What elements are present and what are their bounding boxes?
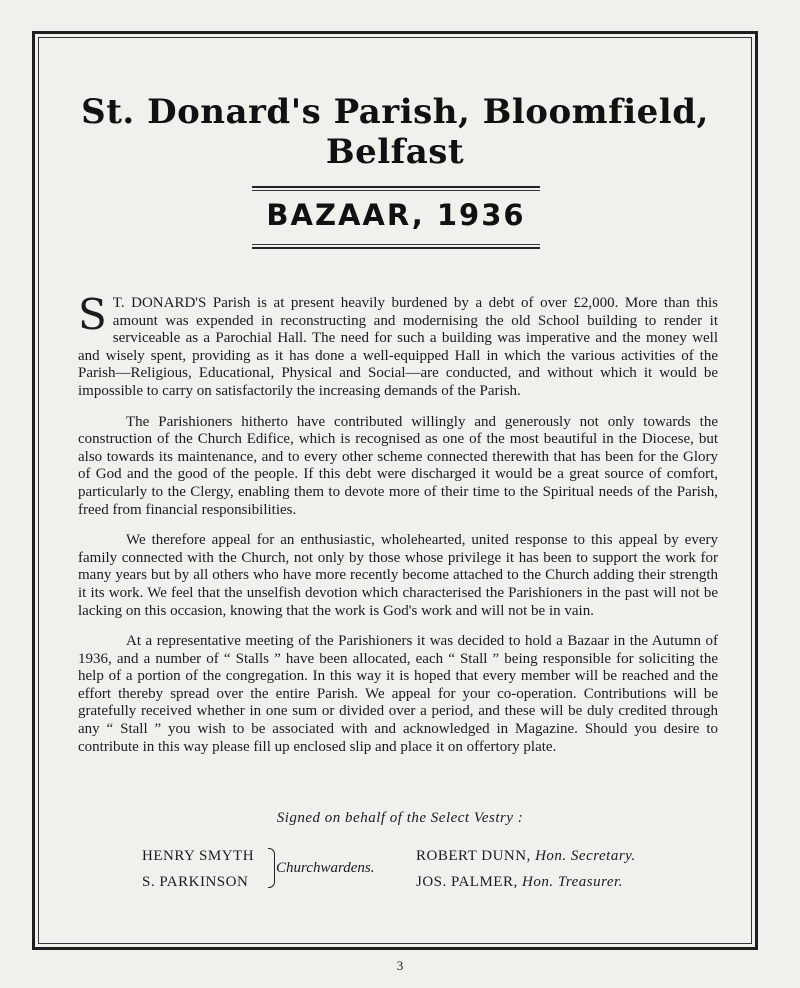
churchwarden-1: HENRY SMYTH [142, 848, 255, 864]
secretary-role: Hon. Secretary. [535, 848, 636, 864]
page-number: 3 [396, 958, 404, 973]
paragraph-3: We therefore appeal for an enthusiastic, wholehearted, united response to this appeal by every family connected with the Church, not only by those whose privilege it has been to support the work for many years but by all others who have more recently become attached to the Church adding their strength it its work. We feel that the unselfish devotion which characterised the Parishioners in the past will not be lacking on this occasion, knowing that the work is God's work and will not be in vain. [78, 532, 718, 619]
paragraph-1 [78, 290, 718, 401]
appeal-text [78, 290, 718, 769]
rule-top-2 [252, 190, 540, 191]
signed-on-behalf: Signed on behalf of the Select Vestry : [276, 810, 524, 826]
drop-cap: S [78, 290, 107, 339]
brace [268, 848, 275, 888]
churchwardens-label: Churchwardens. [276, 860, 375, 876]
secretary-name: ROBERT DUNN, [416, 848, 531, 864]
treasurer-name: JOS. PALMER, [416, 874, 518, 890]
rule-bottom-2 [252, 247, 540, 249]
paragraph-2: The Parishioners hitherto have contributed willingly and generously not only towards the construction of the Church Edifice, which is recognised as one of the most beautiful in the Diocese, but also towards its maintenance, and to every other scheme connected therewith that has been for the Glory of God and the good of the people. If this debt were discharged it would be a great source of comfort, particularly to the Clergy, enabling them to devote more of their time to the Spiritual needs of the Parish, freed from financial responsibilities. [78, 413, 718, 518]
page-title: St. Donard's Parish, Bloomfield, Belfast [81, 92, 709, 172]
rule-bottom-1 [252, 244, 540, 245]
secretary [416, 848, 636, 865]
paragraph-4: At a representative meeting of the Parishioners it was decided to hold a Bazaar in the Autumn of 1936, and a number of “ Stalls ” have been allocated, each “ Stall ” being responsible for soliciting the help of a portion of the congregation. In this way it is hoped that every member will be reached and the effort thereby spread over the entire Parish. We appeal for your co-operation. Contributions will be gratefully received whether in one sum or divided over a period, and these will be duly credited through any “ Stall ” you wish to be associated with and acknowledged in Magazine. Should you desire to contribute in this way please fill up enclosed slip and place it on offertory plate. [78, 633, 718, 755]
paragraph-1-text: T. DONARD'S Parish is at present heavily burdened by a debt of over £2,000. More than this amount was expended in reconstructing and modernising the old School building to render it serviceable as a Parochial Hall. The need for such a building was imperative and the money well and wisely spent, providing as it has done a well-equipped Hall in which the various activities of the Parish—Religious, Educational, Physical and Social—are conducted, and without which it would be impossible to carry on satisfactorily the increasing demands of the Parish. [78, 295, 718, 399]
churchwarden-2: S. PARKINSON [142, 874, 249, 890]
bazaar-heading: BAZAAR, 1936 [266, 198, 526, 232]
treasurer [416, 874, 623, 891]
rule-top-1 [252, 186, 540, 188]
treasurer-role: Hon. Treasurer. [521, 874, 623, 890]
